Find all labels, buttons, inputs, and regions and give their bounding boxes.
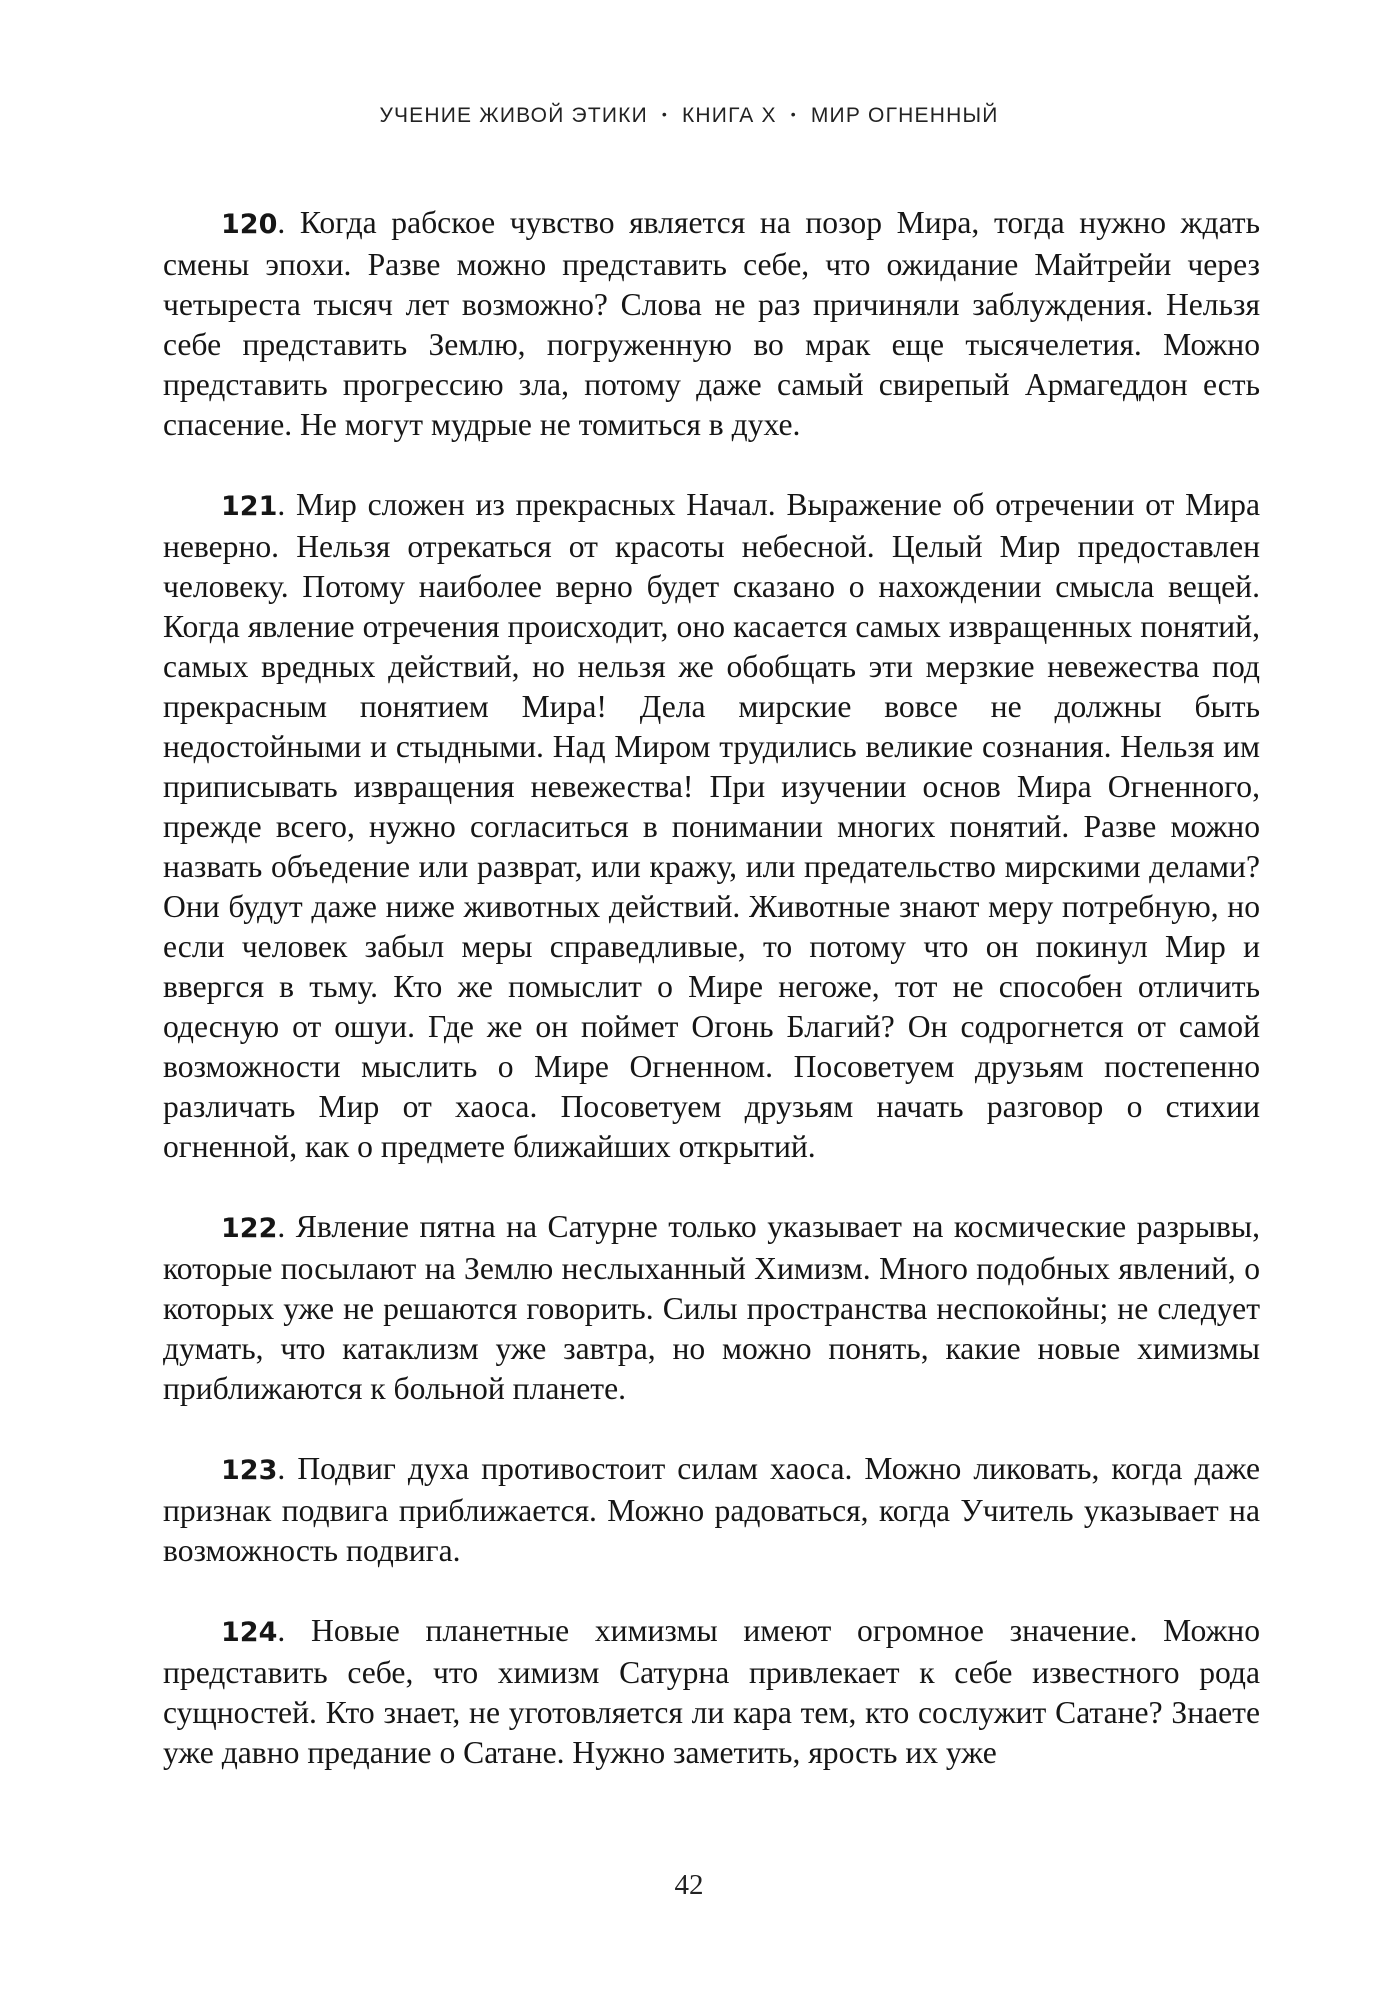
paragraph-number: 121: [221, 491, 278, 522]
paragraph-121: [163, 485, 1260, 1167]
body-text: [163, 203, 1260, 1773]
paragraph-text: . Явление пятна на Сатурне только указывает на космические разрывы, которые посылают на Землю неслыханный Химизм. Много подобных явлений, о которых уже не решаются говорить. Силы пространства неспокойны; не следует думать, что катаклизм уже завтра, но можно понять, какие новые химизмы приближаются к больной планете.: [163, 1209, 1260, 1406]
paragraph-text: . Подвиг духа противостоит силам хаоса. Можно ликовать, когда даже признак подвига приближается. Можно радоваться, когда Учитель указывает на возможность подвига.: [163, 1451, 1260, 1568]
paragraph-number: 123: [221, 1455, 278, 1486]
paragraph-text: . Когда рабское чувство является на позор Мира, тогда нужно ждать смены эпохи. Разве можно представить себе, что ожидание Майтрейи через четыреста тысяч лет возможно? Слова не раз причиняли заблуждения. Нельзя себе представить Землю, погруженную во мрак еще тысячелетия. Можно представить прогрессию зла, потому даже самый свирепый Армагеддон есть спасение. Не могут мудрые не томиться в духе.: [163, 205, 1260, 442]
running-head-book: КНИГА X: [682, 104, 777, 127]
paragraph-124: [163, 1611, 1260, 1773]
paragraph-123: [163, 1449, 1260, 1571]
page-number: 42: [674, 1869, 704, 1901]
running-head: [0, 104, 1378, 128]
paragraph-text: . Мир сложен из прекрасных Начал. Выражение об отречении от Мира неверно. Нельзя отрекаться от красоты небесной. Целый Мир предоставлен человеку. Потому наиболее верно будет сказано о нахождении смысла вещей. Когда явление отречения происходит, оно касается самых извращенных понятий, самых вредных действий, но нельзя же обобщать эти мерзкие невежества под прекрасным понятием Мира! Дела мирские вовсе не должны быть недостойными и стыдными. Над Миром трудились великие сознания. Нельзя им приписывать извращения невежества! При изучении основ Мира Огненного, прежде всего, нужно согласиться в понимании многих понятий. Разве можно назвать объедение или разврат, или кражу, или предательство мирскими делами? Они будут даже ниже животных действий. Животные знают меру потребную, но если человек забыл меры справедливые, то потому что он покинул Мир и ввергся в тьму. Кто же помыслит о Мире негоже, тот не способен отличить одесную от ошуи. Где же он поймет Огонь Благий? Он содрогнется от самой возможности мыслить о Мире Огненном. Посоветуем друзьям постепенно различать Мир от хаоса. Посоветуем друзьям начать разговор о стихии огненной, как о предмете ближайших открытий.: [163, 487, 1260, 1164]
running-head-title: МИР ОГНЕННЫЙ: [810, 104, 999, 127]
paragraph-122: [163, 1207, 1260, 1409]
paragraph-text: . Новые планетные химизмы имеют огромное значение. Можно представить себе, что химизм Сатурна привлекает к себе известного рода сущностей. Кто знает, не уготовляется ли кара тем, кто сослужит Сатане? Знаете уже давно предание о Сатане. Нужно заметить, ярость их уже: [163, 1613, 1260, 1770]
running-head-series: УЧЕНИЕ ЖИВОЙ ЭТИКИ: [379, 104, 648, 127]
paragraph-number: 124: [221, 1617, 278, 1648]
running-head-separator-2: •: [790, 106, 797, 122]
paragraph-120: [163, 203, 1260, 445]
paragraph-number: 120: [221, 209, 278, 240]
paragraph-number: 122: [221, 1213, 278, 1244]
running-head-separator-1: •: [661, 106, 668, 122]
